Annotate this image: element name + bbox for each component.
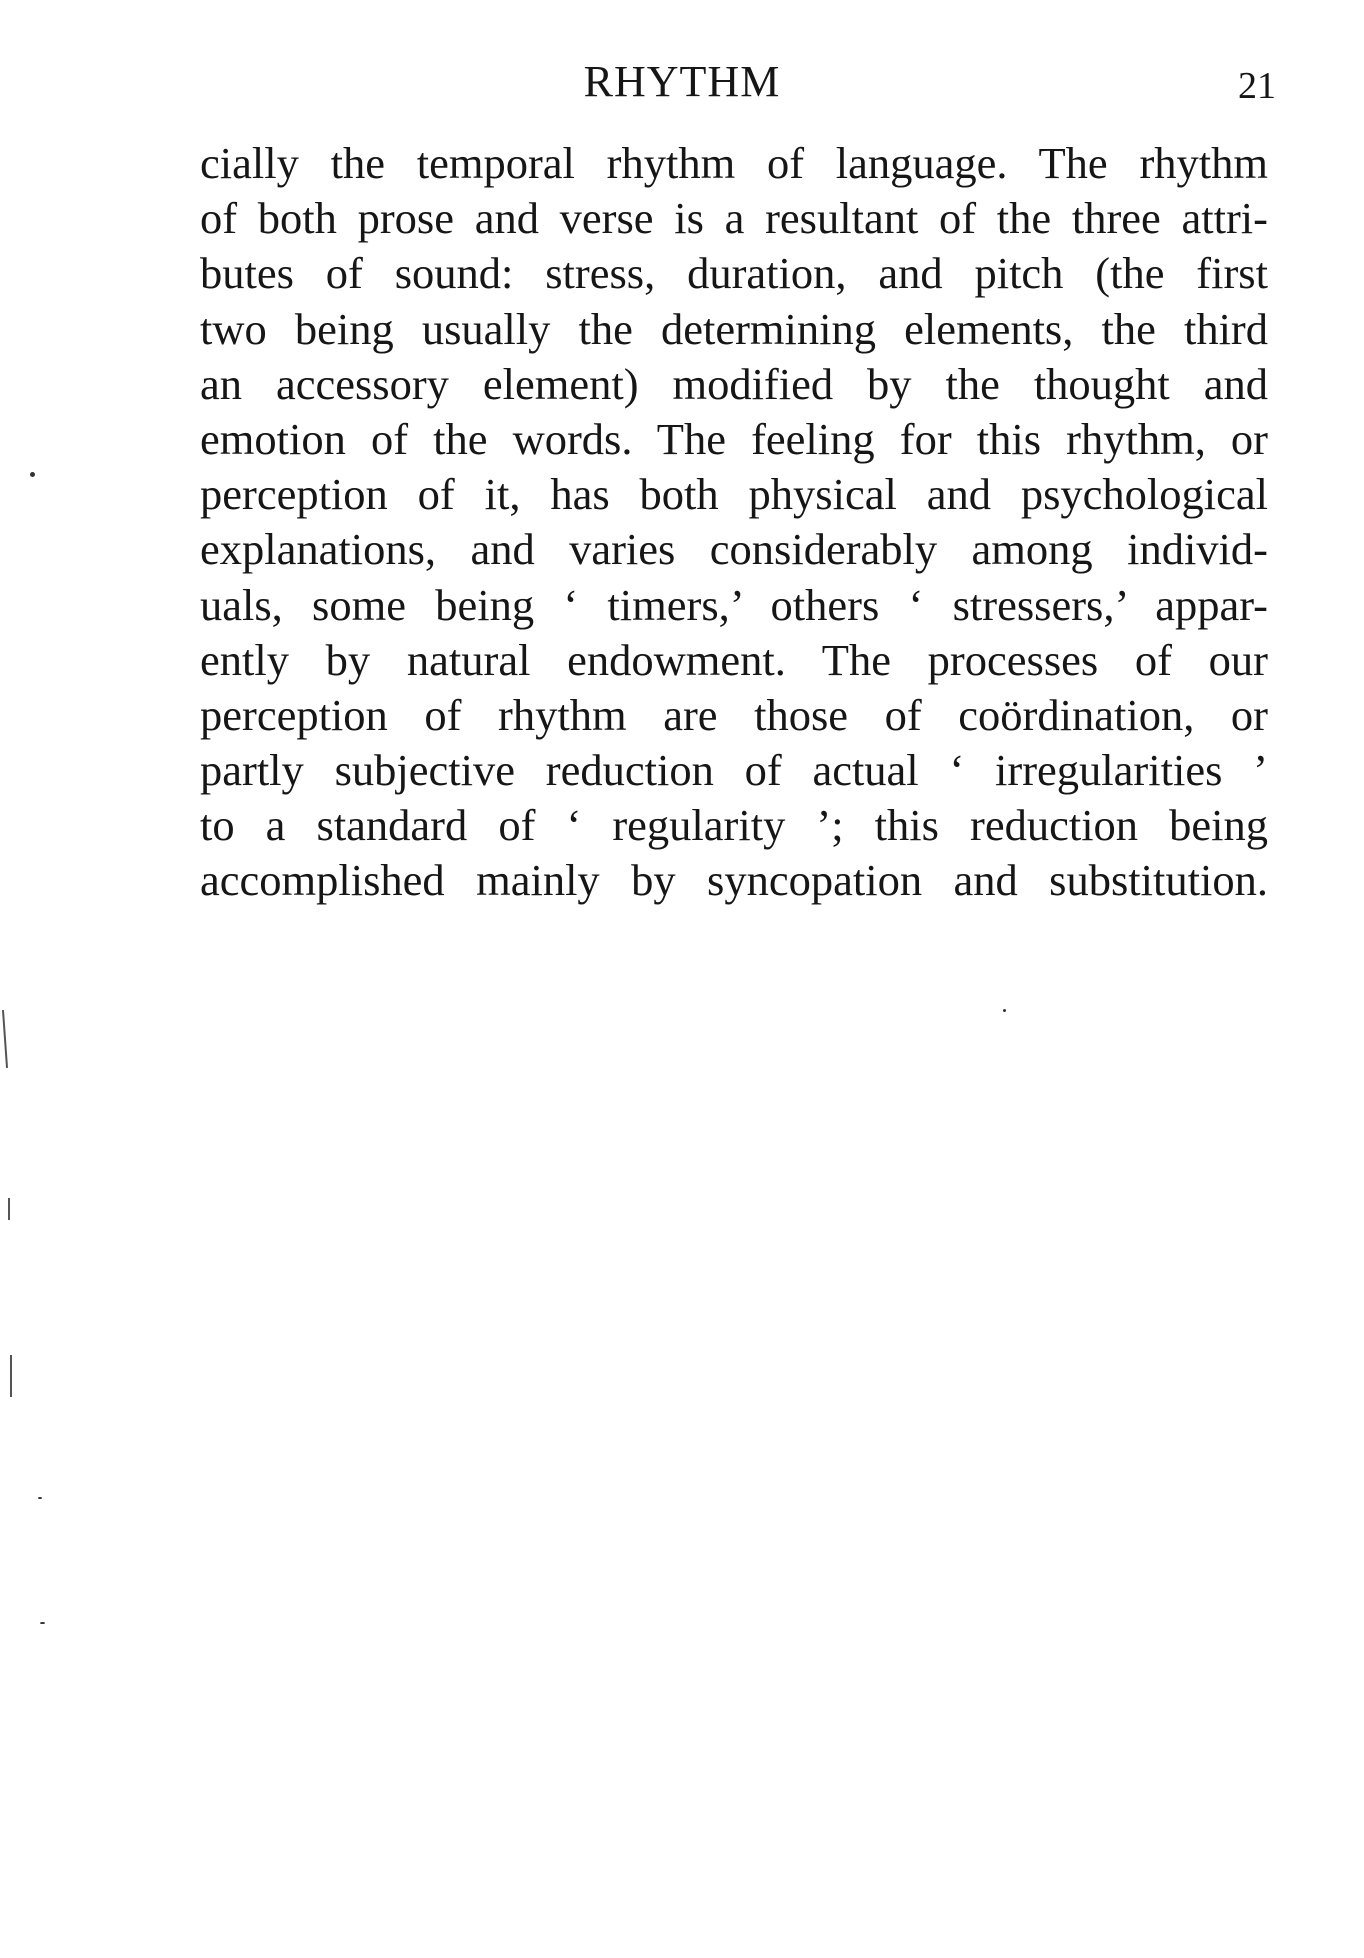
text-line: an accessory element) modified by the thought and	[200, 358, 1268, 409]
text-line: explanations, and varies considerably among individ-	[200, 524, 1268, 575]
text-line: accomplished mainly by syncopation and substitution.	[200, 855, 1268, 906]
running-head	[0, 52, 1364, 112]
text-line: cially the temporal rhythm of language. The rhythm	[200, 138, 1268, 188]
scan-edge-mark	[10, 1355, 12, 1397]
text-line: emotion of the words. The feeling for this rhythm, or	[200, 413, 1268, 464]
scan-speck	[40, 1622, 45, 1624]
text-line: partly subjective reduction of actual ‘ irregularities ’	[200, 745, 1268, 796]
text-line: butes of sound: stress, duration, and pitch (the first	[200, 248, 1268, 299]
text-line: of both prose and verse is a resultant of the three attri-	[200, 193, 1268, 244]
running-title: RHYTHM	[583, 57, 781, 106]
body-text	[200, 136, 1268, 909]
text-line: ently by natural endowment. The processes of our	[200, 634, 1268, 685]
text-line: two being usually the determining elements, the third	[200, 303, 1268, 354]
text-line: uals, some being ‘ timers,’ others ‘ stressers,’ appar-	[200, 579, 1268, 630]
scan-edge-mark	[2, 1010, 8, 1068]
page-number: 21	[1238, 65, 1276, 107]
text-line: to a standard of ‘ regularity ’; this reduction being	[200, 800, 1268, 851]
scan-speck	[30, 472, 35, 477]
scan-speck	[38, 1497, 42, 1499]
text-line: perception of it, has both physical and psychological	[200, 469, 1268, 520]
scan-speck	[1003, 1009, 1006, 1012]
scan-edge-mark	[8, 1198, 10, 1220]
text-line: perception of rhythm are those of coördination, or	[200, 689, 1268, 740]
